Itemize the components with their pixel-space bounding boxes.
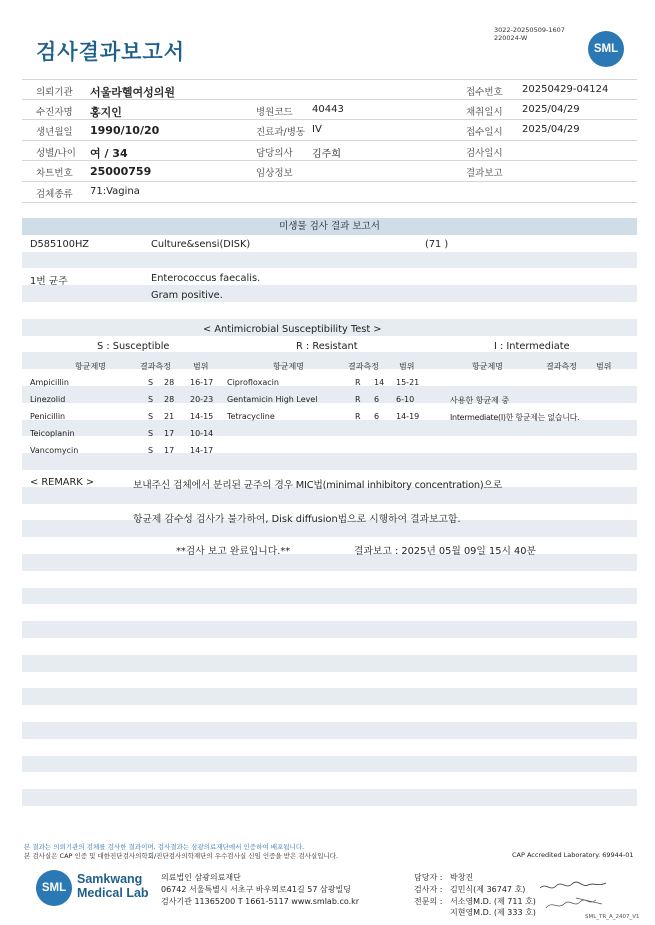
col-range: 범위 [596, 362, 612, 371]
staff-specialist: 서소영M.D. (제 711 호) [450, 897, 536, 906]
report-heading: 미생물 검사 결과 보고서 [22, 218, 637, 235]
intermediate-note: Intermediate(I)한 항균제는 없습니다. [450, 413, 580, 422]
staff-specialist: 지현영M.D. (제 333 호) [450, 908, 536, 917]
report-time: 결과보고 : 2025년 05월 09일 15시 40분 [354, 546, 536, 557]
staff-in-charge: 박창진 [450, 873, 474, 882]
info-row: 차트번호 25000759 임상정보 결과보고 [22, 161, 637, 182]
gram-stain: Gram positive. [151, 290, 223, 301]
test-number: (71 ) [425, 239, 449, 250]
col-result: 결과측정 [546, 362, 577, 371]
intermediate-note: 사용한 항균제 중 [450, 396, 510, 405]
col-drug: 항균제명 [472, 362, 503, 371]
org-phone: 검사기관 11365200 T 1661-5117 www.smlab.co.kr [161, 897, 360, 906]
report-complete: **검사 보고 완료입니다.** [176, 546, 291, 557]
info-row: 검체종류 71:Vagina [22, 182, 637, 203]
document-code: 3022-20250509-1607 220024-W [494, 26, 565, 42]
info-row: 수진자명 홍지인 병원코드 40443 채취일시 2025/04/29 [22, 100, 637, 121]
info-row: 성별/나이 여 / 34 담당의사 김주희 검사일시 [22, 141, 637, 162]
drug-name: Ampicillin [30, 378, 69, 387]
test-name: Culture&sensi(DISK) [151, 239, 251, 250]
col-result: 결과측정 [140, 362, 171, 371]
org-name: 의료법인 삼광의료재단 [161, 873, 241, 882]
legend-susceptible: S : Susceptible [97, 341, 170, 352]
drug-name: Penicillin [30, 412, 66, 421]
staff-tester: 김민식(제 36747 호) [450, 885, 526, 894]
col-drug: 항균제명 [273, 362, 304, 371]
col-range: 범위 [399, 362, 415, 371]
info-row: 생년월일 1990/10/20 진료과/병동 IV 접수일시 2025/04/29 [22, 120, 637, 141]
form-code: SML_TR_A_2407_V1 [585, 914, 640, 920]
drug-name: Tetracycline [227, 412, 275, 421]
col-drug: 항균제명 [75, 362, 106, 371]
brand-name: Samkwang Medical Lab [77, 872, 149, 900]
sml-logo: SML [588, 31, 624, 67]
ast-title: < Antimicrobial Susceptibility Test > [203, 324, 382, 335]
remark-line-1: 보내주신 검체에서 분리된 균주의 경우 MIC법(minimal inhibitory concentration)으로 [133, 480, 503, 491]
org-address: 06742 서울특별시 서초구 바우뫼로41길 57 삼광빌딩 [161, 885, 351, 894]
info-row: 의뢰기관 서울라헬여성의원 접수번호 20250429-04124 [22, 79, 637, 100]
col-range: 범위 [193, 362, 209, 371]
page-title: 검사결과보고서 [36, 40, 186, 64]
col-result: 결과측정 [348, 362, 379, 371]
organism-name: Enterococcus faecalis. [151, 273, 261, 284]
drug-name: Teicoplanin [30, 429, 75, 438]
drug-name: Ciprofloxacin [227, 378, 279, 387]
drug-name: Gentamicin High Level [227, 395, 318, 404]
signature-icon [536, 878, 616, 916]
remark-label: < REMARK > [30, 477, 95, 488]
footer-note-2: 본 검사실은 CAP 인증 및 대한진단검사의학회/진단검사의학재단의 우수검사실 신임 인증을 받은 검사실입니다. [24, 852, 339, 860]
remark-line-2: 항균제 감수성 검사가 불가하여, Disk diffusion법으로 시행하여 결과보고함. [133, 514, 461, 525]
sml-logo-footer: SML [36, 870, 72, 906]
drug-name: Linezolid [30, 395, 66, 404]
legend-resistant: R : Resistant [296, 341, 358, 352]
legend-intermediate: I : Intermediate [494, 341, 570, 352]
test-code: D585100HZ [30, 239, 90, 250]
patient-info-table [22, 79, 637, 203]
footer-note-1: 본 결과는 의뢰기관의 검체를 검사한 결과이며, 검사결과는 삼광의료재단에서 인증하여 배포됩니다. [24, 843, 305, 851]
cap-accreditation: CAP Accredited Laboratory. 69944-01 [512, 851, 634, 859]
drug-name: Vancomycin [30, 446, 79, 455]
strain-label: 1번 균주 [30, 276, 68, 287]
